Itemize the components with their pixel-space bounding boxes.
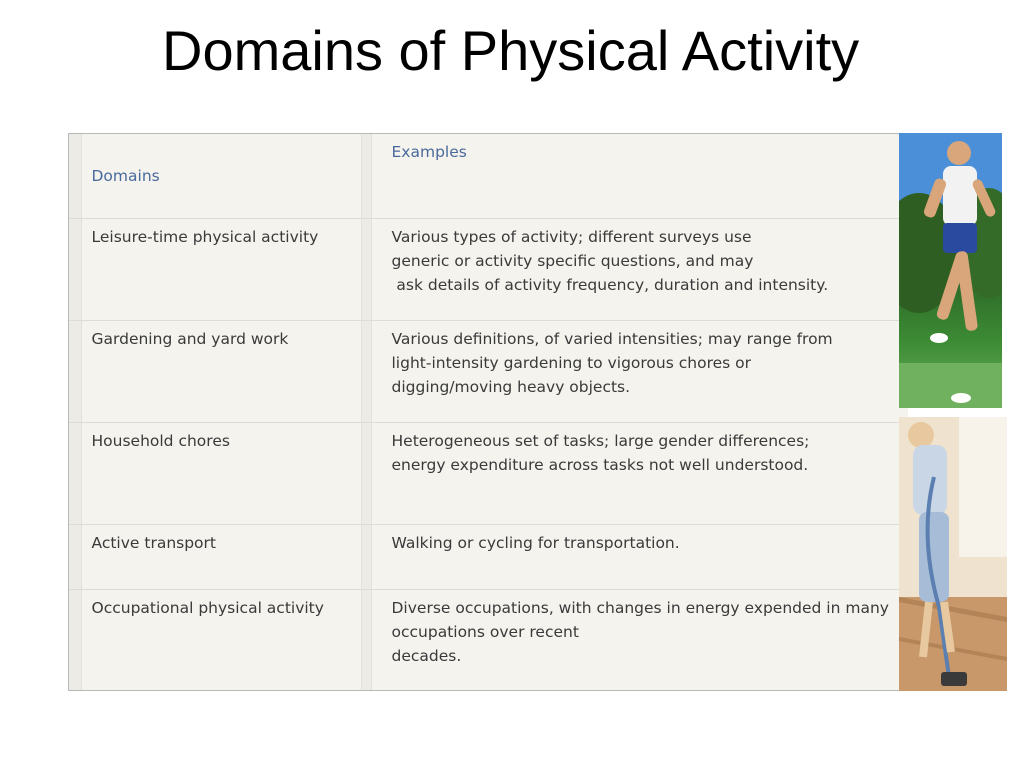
domains-table bbox=[68, 133, 908, 691]
example-cell bbox=[392, 525, 909, 555]
table-row bbox=[69, 320, 908, 422]
domain-cell: Household chores bbox=[91, 431, 230, 450]
example-line: occupations over recent bbox=[391, 622, 579, 641]
example-line: decades. bbox=[391, 646, 462, 665]
example-line: ask details of activity frequency, duration and intensity. bbox=[391, 275, 829, 294]
runner-illustration bbox=[899, 133, 1002, 408]
example-line: Heterogeneous set of tasks; large gender differences; bbox=[391, 431, 810, 450]
vacuuming-photo bbox=[899, 417, 1007, 691]
example-cell bbox=[392, 423, 909, 477]
example-line: digging/moving heavy objects. bbox=[391, 377, 631, 396]
header-examples: Examples bbox=[371, 134, 908, 218]
domains-table-grid bbox=[69, 134, 908, 690]
domain-cell: Occupational physical activity bbox=[91, 598, 324, 617]
example-line: energy expenditure across tasks not well understood. bbox=[391, 455, 809, 474]
runner-photo bbox=[899, 133, 1002, 408]
domain-cell: Gardening and yard work bbox=[91, 329, 289, 348]
table-row bbox=[69, 422, 908, 524]
vacuuming-illustration bbox=[899, 417, 1007, 691]
example-line: Diverse occupations, with changes in energy expended in many bbox=[391, 598, 889, 617]
example-line: light-intensity gardening to vigorous chores or bbox=[391, 353, 751, 372]
slide-title: Domains of Physical Activity bbox=[162, 19, 860, 82]
table-header-row bbox=[69, 134, 908, 218]
example-line: Walking or cycling for transportation. bbox=[391, 533, 680, 552]
example-line: generic or activity specific questions, and may bbox=[391, 251, 754, 270]
domain-cell: Active transport bbox=[91, 533, 216, 552]
example-line: Various definitions, of varied intensities; may range from bbox=[391, 329, 833, 348]
header-domains: Domains bbox=[81, 134, 361, 218]
domain-cell: Leisure-time physical activity bbox=[91, 227, 319, 246]
example-cell bbox=[392, 321, 909, 399]
table-row bbox=[69, 589, 908, 690]
example-line: Various types of activity; different surveys use bbox=[391, 227, 752, 246]
example-cell bbox=[392, 590, 909, 668]
example-cell bbox=[392, 219, 909, 297]
table-row bbox=[69, 524, 908, 589]
table-row bbox=[69, 218, 908, 320]
